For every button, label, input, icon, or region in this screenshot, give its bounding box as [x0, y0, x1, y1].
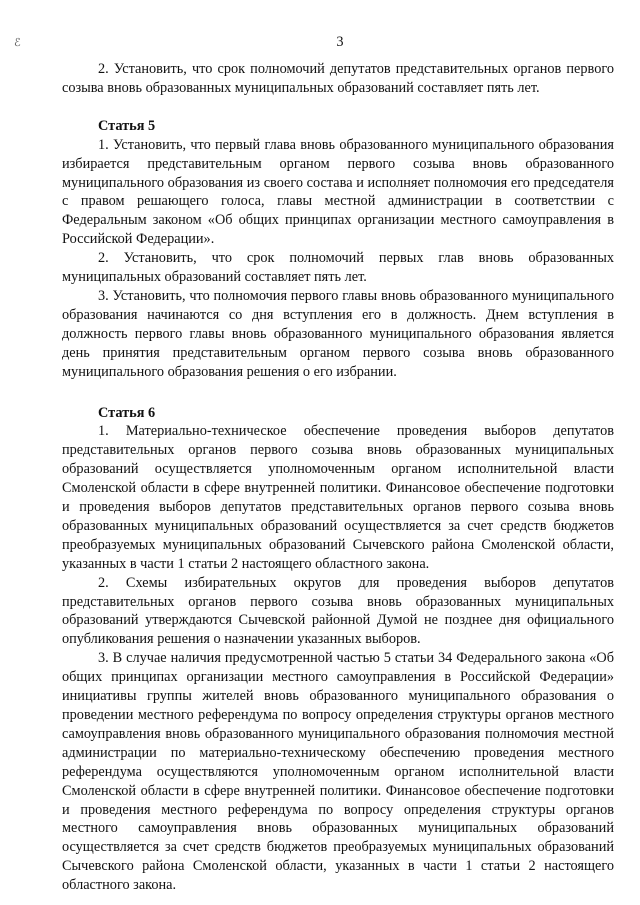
article-5-heading: Статья 5: [98, 117, 156, 134]
document-body: [62, 60, 614, 895]
article-5-part-2: 2. Установить, что срок полномочий первых глав вновь образованных муниципальных образований составляет пять лет.: [62, 250, 614, 286]
article-4-part-2: 2. Установить, что срок полномочий депутатов представительных органов первого созыва вновь образованных муниципальных образований составляет пять лет.: [62, 61, 614, 96]
scan-mark: ℰ: [14, 37, 21, 49]
article-5-part-3: 3. Установить, что полномочия первого главы вновь образованного муниципального образования начинаются со дня вступления его в должность. Днем вступления в должность первого главы вновь образованного муниципального образования является день принятия представительным органом первого созыва вновь образованного муниципального образования решения о его избрании.: [62, 287, 614, 380]
article-6-heading: Статья 6: [98, 404, 156, 421]
article-6-part-3: 3. В случае наличия предусмотренной частью 5 статьи 34 Федерального закона «Об общих принципах организации местного самоуправления в Российской Федерации» инициативы группы жителей вновь образованного муниципального образования о проведении местного референдума по вопросу определения структуры органов местного самоуправления вновь образованного муниципального образования полномочия местной администрации по материально-техническому обеспечению проведения местного референдума осуществляются уполномоченным органом исполнительной власти Смоленской области в сфере внутренней политики. Финансовое обеспечение подготовки и проведения местного референдума по вопросу определения структуры органов местного самоуправления вновь образованных муниципальных образований осуществляется за счет средств бюджетов преобразуемых муниципальных образований Сычевского района Смоленской области, указанных в части 1 статьи 2 настоящего областного закона.: [62, 650, 614, 894]
page-number: 3: [336, 34, 344, 50]
article-5-part-1: 1. Установить, что первый глава вновь образованного муниципального образования избирается представительным органом первого созыва вновь образованного муниципального образования из своего состава и исполняет полномочия его председателя с правом решающего голоса, главы местной администрации в соответствии с Федеральным законом «Об общих принципах организации местного самоуправления в Российской Федерации».: [62, 136, 614, 248]
article-6-part-2: 2. Схемы избирательных округов для проведения выборов депутатов представительных органов первого созыва вновь образованных муниципальных образований утверждаются Сычевской районной Думой не позднее дня официального опубликования решения о назначении указанных выборов.: [62, 574, 614, 648]
article-6-part-1: 1. Материально-техническое обеспечение проведения выборов депутатов представительных органов первого созыва вновь образованных муниципальных образований осуществляется уполномоченным органом исполнительной власти Смоленской области в сфере внутренней политики. Финансовое обеспечение подготовки и проведения выборов депутатов представительных органов первого созыва вновь образованных муниципальных образований осуществляется за счет средств бюджетов преобразуемых муниципальных образований Сычевского района Смоленской области, указанных в части 1 статьи 2 настоящего областного закона.: [62, 423, 614, 572]
